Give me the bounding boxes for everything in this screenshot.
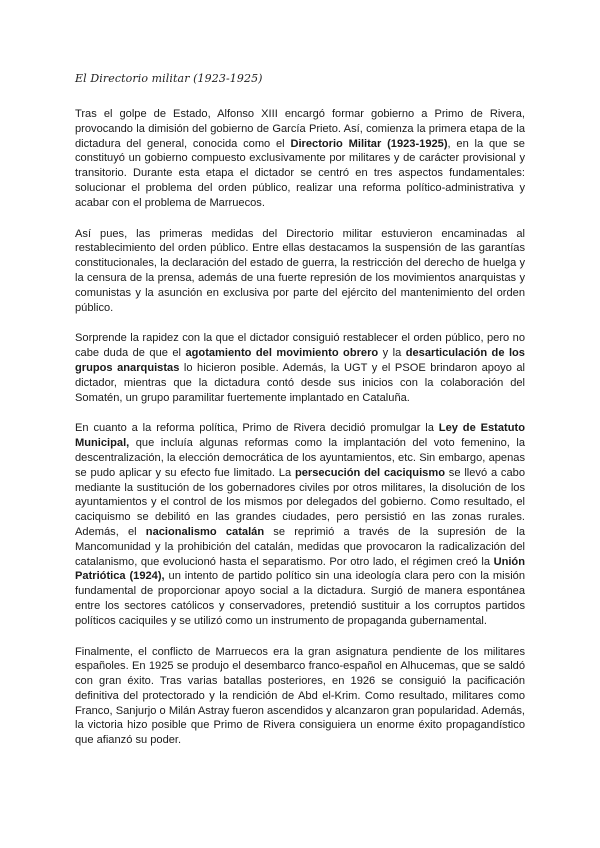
- paragraph-3-text: lo hicieron posible. Además, la UGT y el PSOE brindaron apoyo al dictador, mientras que la dictadura contó desde sus inicios con la colaboración del Somatén, un grupo paramilitar fuertemente implantado en Cataluña.: [75, 361, 526, 404]
- bold-ley-estatuto-municipal: Ley de Estatuto Municipal,: [75, 422, 525, 450]
- paragraph-4-text: se reprimió a través de la supresión de la Mancomunidad y la prohibición del catalán, medidas que provocaron la radicalización del catalanismo, que evolucionó hasta el separatismo. Por otro lado, el régimen creó la: [75, 525, 526, 568]
- paragraph-5-text: Finalmente, el conflicto de Marruecos era la gran asignatura pendiente de los militares españoles. En 1925 se produjo el desembarco franco-español en Alhucemas, que se saldó con gran éxito. Tras varias batallas posteriores, en 1926 se consiguió la pacificación definitiva del protectorado y la rendición de Abd el-Krim. Como resultado, militares como Franco, Sanjurjo o Milán Astray fueron ascendidos y alcanzaron gran popularidad. Además, la victoria hizo posible que Primo de Rivera consiguiera un enorme éxito propagandístico que afianzó su poder.: [75, 645, 525, 747]
- paragraph-1-text: Tras el golpe de Estado, Alfonso XIII encargó formar gobierno a Primo de Rivera, provocando la dimisión del gobierno de García Prieto. Así, comienza la primera etapa de la dictadura del general, conocida como el: [75, 108, 525, 150]
- paragraph-4-text: un intento de partido político sin una ideología clara pero con la misión fundamental de proporcionar apoyo social a la dictadura. Surgió de manera espontánea entre los sectores católicos y conservadores, pretendió sustituir a los corruptos partidos políticos caciquiles y se utilizó como un instrumento de propaganda gubernamental.: [75, 570, 525, 627]
- paragraph-1: [75, 107, 525, 211]
- bold-persecucion-caciquismo: persecución del caciquismo: [294, 466, 445, 479]
- paragraph-4-text: que incluía algunas reformas como la implantación del voto femenino, la descentralización, la elección democrática de los ayuntamientos, etc. Sin embargo, apenas se pudo aplicar y su efecto fue limitado. La: [75, 437, 525, 479]
- bold-agotamiento-movimiento-obrero: agotamiento del movimiento obrero: [185, 347, 379, 360]
- paragraph-1-text: , en la que se constituyó un gobierno compuesto exclusivamente por militares y de carácter provisional y transitorio. Durante esta etapa el dictador se centró en tres aspectos fundamentales: solucionar el problema del orden público, realizar una reforma político-administrativa y acabar con el problema de Marruecos.: [75, 137, 525, 209]
- paragraph-3: [75, 331, 525, 405]
- bold-desarticulacion-grupos-anarquistas: desarticulación de los grupos anarquistas: [75, 347, 525, 374]
- bold-directorio-militar: Directorio Militar (1923-1925): [290, 137, 448, 150]
- document-title: El Directorio militar (1923-1925): [75, 72, 263, 85]
- paragraph-5: [75, 645, 525, 749]
- paragraph-3-text: Sorprende la rapidez con la que el dictador consiguió restablecer el orden público, pero no cabe duda de que el: [75, 332, 525, 360]
- paragraph-4-text: En cuanto a la reforma política, Primo de Rivera decidió promulgar la: [75, 422, 439, 435]
- bold-union-patriotica: Unión Patriótica (1924),: [75, 555, 525, 583]
- paragraph-4: [75, 421, 525, 628]
- paragraph-3-text: y la: [378, 347, 406, 360]
- bold-nacionalismo-catalan: nacionalismo catalán: [145, 525, 265, 538]
- paragraph-2-text: Así pues, las primeras medidas del Directorio militar estuvieron encaminadas al restablecimiento del orden público. Entre ellas destacamos la suspensión de las garantías constitucionales, la declaración del estado de guerra, la restricción del derecho de huelga y la censura de la prensa, además de una fuerte represión de los movimientos anarquistas y comunistas y la asunción en exclusiva por parte del ejército del mantenimiento del orden público.: [75, 227, 525, 314]
- paragraph-4-text: se llevó a cabo mediante la sustitución de los gobernadores civiles por otros militares, la disolución de los ayuntamientos y el control de los mismos por delegados del gobierno. Como resultado, el caciquismo se debilitó en las grandes ciudades, pero persistió en las zonas rurales. Además, el: [75, 466, 525, 538]
- paragraph-2: [75, 227, 525, 316]
